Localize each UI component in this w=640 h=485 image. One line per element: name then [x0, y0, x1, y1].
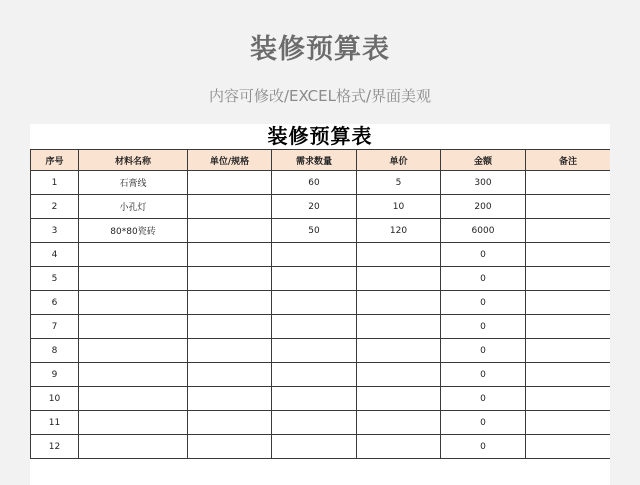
cell-amount[interactable]: 0 — [441, 387, 526, 411]
table-row — [31, 219, 611, 243]
cell-price[interactable]: 120 — [357, 219, 441, 243]
col-header-amount[interactable]: 金额 — [441, 150, 526, 171]
cell-price[interactable] — [357, 267, 441, 291]
col-header-quantity[interactable]: 需求数量 — [272, 150, 357, 171]
cell-amount[interactable]: 300 — [441, 171, 526, 195]
cell-unit[interactable] — [188, 267, 272, 291]
cell-index[interactable]: 5 — [31, 267, 79, 291]
table-row — [31, 387, 611, 411]
cell-notes[interactable] — [526, 435, 611, 459]
cell-quantity[interactable]: 20 — [272, 195, 357, 219]
cell-material[interactable]: 小孔灯 — [79, 195, 188, 219]
table-row — [31, 315, 611, 339]
cell-notes[interactable] — [526, 195, 611, 219]
cell-unit[interactable] — [188, 411, 272, 435]
cell-notes[interactable] — [526, 387, 611, 411]
col-header-price[interactable]: 单价 — [357, 150, 441, 171]
cell-unit[interactable] — [188, 315, 272, 339]
cell-index[interactable]: 11 — [31, 411, 79, 435]
cell-price[interactable] — [357, 315, 441, 339]
cell-material[interactable] — [79, 387, 188, 411]
cell-amount[interactable]: 0 — [441, 243, 526, 267]
cell-price[interactable]: 5 — [357, 171, 441, 195]
spreadsheet-sheet — [30, 124, 610, 485]
cell-amount[interactable]: 200 — [441, 195, 526, 219]
banner-subtitle: 内容可修改/EXCEL格式/界面美观 — [208, 87, 432, 105]
col-header-unit[interactable]: 单位/规格 — [188, 150, 272, 171]
cell-notes[interactable] — [526, 267, 611, 291]
cell-amount[interactable]: 0 — [441, 291, 526, 315]
cell-quantity[interactable]: 60 — [272, 171, 357, 195]
cell-index[interactable]: 4 — [31, 243, 79, 267]
cell-price[interactable] — [357, 411, 441, 435]
table-row — [31, 267, 611, 291]
cell-amount[interactable]: 0 — [441, 315, 526, 339]
cell-amount[interactable]: 0 — [441, 339, 526, 363]
cell-price[interactable] — [357, 435, 441, 459]
cell-material[interactable] — [79, 315, 188, 339]
table-row — [31, 339, 611, 363]
cell-amount[interactable]: 0 — [441, 267, 526, 291]
col-header-material[interactable]: 材料名称 — [79, 150, 188, 171]
cell-material[interactable] — [79, 243, 188, 267]
cell-unit[interactable] — [188, 195, 272, 219]
cell-index[interactable]: 1 — [31, 171, 79, 195]
cell-quantity[interactable] — [272, 267, 357, 291]
cell-price[interactable] — [357, 243, 441, 267]
cell-notes[interactable] — [526, 411, 611, 435]
cell-notes[interactable] — [526, 291, 611, 315]
banner-title: 装修预算表 — [250, 34, 390, 65]
cell-price[interactable] — [357, 363, 441, 387]
cell-notes[interactable] — [526, 363, 611, 387]
cell-price[interactable]: 10 — [357, 195, 441, 219]
cell-price[interactable] — [357, 291, 441, 315]
table-body — [31, 171, 611, 459]
cell-index[interactable]: 6 — [31, 291, 79, 315]
cell-index[interactable]: 10 — [31, 387, 79, 411]
table-row — [31, 435, 611, 459]
cell-unit[interactable] — [188, 171, 272, 195]
cell-unit[interactable] — [188, 363, 272, 387]
sheet-title: 装修预算表 — [267, 124, 373, 148]
table-row — [31, 291, 611, 315]
cell-unit[interactable] — [188, 435, 272, 459]
budget-table — [30, 149, 610, 459]
cell-amount[interactable]: 6000 — [441, 219, 526, 243]
header-row — [31, 150, 611, 171]
cell-material[interactable] — [79, 339, 188, 363]
cell-quantity[interactable] — [272, 291, 357, 315]
cell-quantity[interactable] — [272, 339, 357, 363]
cell-material[interactable] — [79, 267, 188, 291]
cell-quantity[interactable] — [272, 363, 357, 387]
cell-price[interactable] — [357, 339, 441, 363]
cell-material[interactable] — [79, 363, 188, 387]
cell-amount[interactable]: 0 — [441, 411, 526, 435]
cell-material[interactable]: 石膏线 — [79, 171, 188, 195]
cell-quantity[interactable] — [272, 243, 357, 267]
cell-index[interactable]: 12 — [31, 435, 79, 459]
cell-notes[interactable] — [526, 219, 611, 243]
cell-index[interactable]: 7 — [31, 315, 79, 339]
cell-quantity[interactable] — [272, 315, 357, 339]
cell-amount[interactable]: 0 — [441, 363, 526, 387]
cell-index[interactable]: 2 — [31, 195, 79, 219]
cell-material[interactable] — [79, 291, 188, 315]
cell-index[interactable]: 9 — [31, 363, 79, 387]
cell-material[interactable]: 80*80瓷砖 — [79, 219, 188, 243]
cell-quantity[interactable] — [272, 387, 357, 411]
cell-unit[interactable] — [188, 291, 272, 315]
cell-unit[interactable] — [188, 243, 272, 267]
cell-unit[interactable] — [188, 219, 272, 243]
cell-notes[interactable] — [526, 339, 611, 363]
cell-index[interactable]: 3 — [31, 219, 79, 243]
cell-material[interactable] — [79, 435, 188, 459]
table-row — [31, 195, 611, 219]
cell-notes[interactable] — [526, 243, 611, 267]
cell-price[interactable] — [357, 387, 441, 411]
cell-quantity[interactable]: 50 — [272, 219, 357, 243]
cell-quantity[interactable] — [272, 411, 357, 435]
cell-quantity[interactable] — [272, 435, 357, 459]
cell-unit[interactable] — [188, 339, 272, 363]
cell-amount[interactable]: 0 — [441, 435, 526, 459]
cell-material[interactable] — [79, 411, 188, 435]
table-row — [31, 363, 611, 387]
cell-unit[interactable] — [188, 387, 272, 411]
table-row — [31, 243, 611, 267]
col-header-notes[interactable]: 备注 — [526, 150, 611, 171]
table-row — [31, 411, 611, 435]
cell-index[interactable]: 8 — [31, 339, 79, 363]
table-row — [31, 171, 611, 195]
col-header-index[interactable]: 序号 — [31, 150, 79, 171]
cell-notes[interactable] — [526, 315, 611, 339]
cell-notes[interactable] — [526, 171, 611, 195]
